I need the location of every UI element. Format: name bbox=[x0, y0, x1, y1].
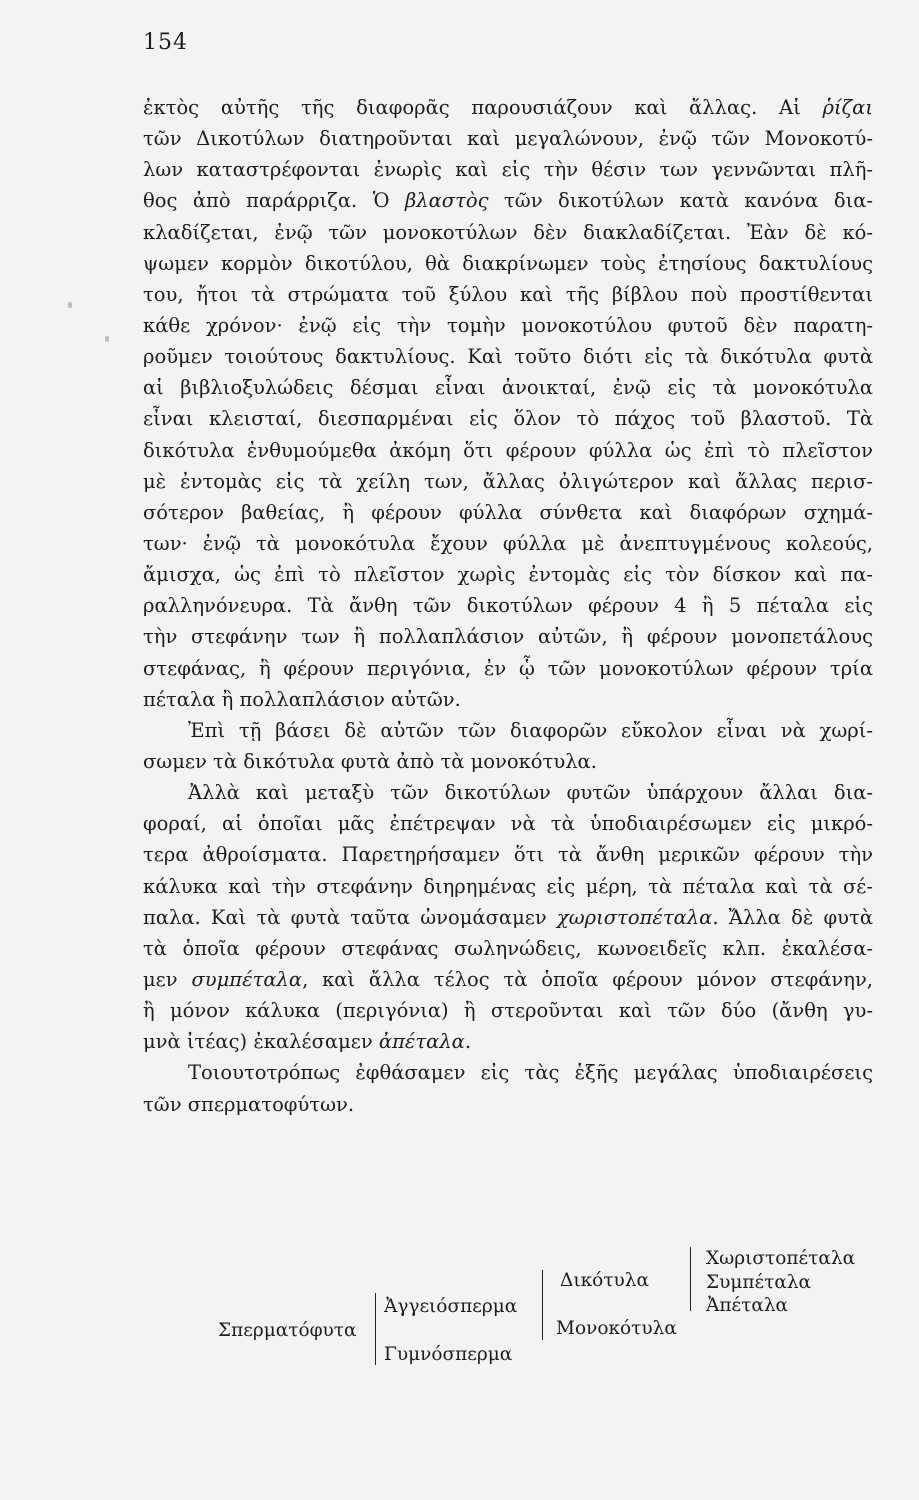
tree-label-monocotyledons: Μονοκότυλα bbox=[556, 1318, 677, 1339]
brace-level2 bbox=[542, 1270, 543, 1340]
text-line: εἶναι κλεισταί, διεσπαρμέναι εἰς ὅλον τὸ πάχος τοῦ βλαστοῦ. Τὰ bbox=[143, 407, 873, 431]
text-line: ραλληνόνευρα. Τὰ ἄνθη τῶν δικοτύλων φέρουν 4 ἢ 5 πέταλα εἰς bbox=[143, 594, 873, 618]
text-line: κάλυκα καὶ τὴν στεφάνην διηρημένας εἰς μέρη, τὰ πέταλα καὶ τὰ σέ- bbox=[143, 874, 873, 898]
paper-speck bbox=[105, 336, 109, 342]
text-line: Τοιουτοτρόπως ἐφθάσαμεν εἰς τὰς ἑξῆς μεγάλας ὑποδιαιρέσεις bbox=[188, 1061, 873, 1085]
text-line: του, ἤτοι τὰ στρώματα τοῦ ξύλου καὶ τῆς βίβλου ποὺ προστίθενται bbox=[143, 282, 873, 306]
text-line: αἱ βιβλιοξυλώδεις δέσμαι εἶναι ἀνοικταί, ἐνῷ εἰς τὰ μονοκότυλα bbox=[143, 376, 873, 400]
tree-label-angiosperms: Ἀγγειόσπερμα bbox=[384, 1296, 518, 1317]
tree-label-gymnosperms: Γυμνόσπερμα bbox=[384, 1344, 513, 1365]
text-line: σωμεν τὰ δικότυλα φυτὰ ἀπὸ τὰ μονοκότυλα. bbox=[143, 749, 597, 773]
text-line: τὴν στεφάνην των ἢ πολλαπλάσιον αὐτῶν, ἢ φέρουν μονοπετάλους bbox=[143, 625, 873, 649]
page-number: 154 bbox=[143, 30, 188, 55]
text-line: στεφάνας, ἢ φέρουν περιγόνια, ἐν ᾧ τῶν μονοκοτύλων φέρουν τρία bbox=[143, 656, 873, 680]
tree-label-sympetalae: Συμπέταλα bbox=[706, 1272, 812, 1293]
text-line: κλαδίζεται, ἐνῷ τῶν μονοκοτύλων δὲν διακλαδίζεται. Ἐὰν δὲ κό- bbox=[143, 220, 873, 244]
text-line: Ἀλλὰ καὶ μεταξὺ τῶν δικοτύλων φυτῶν ὑπάρχουν ἄλλαι δια- bbox=[188, 781, 873, 805]
text-line: ἢ μόνον κάλυκα (περιγόνια) ἢ στεροῦνται καὶ τῶν δύο (ἄνθη γυ- bbox=[143, 999, 873, 1023]
text-line: των· ἐνῷ τὰ μονοκότυλα ἔχουν φύλλα μὲ ἀνεπτυγμένους κολεούς, bbox=[143, 531, 873, 555]
tree-root-label: Σπερματόφυτα bbox=[218, 1320, 357, 1341]
text-line: ψωμεν κορμὸν δικοτύλου, θὰ διακρίνωμεν τοὺς ἐτησίους δακτυλίους bbox=[143, 251, 873, 275]
text-line: ἐκτὸς αὐτῆς τῆς διαφορᾶς παρουσιάζουν καὶ ἄλλας. Αἱ ῥίζαι bbox=[143, 96, 873, 119]
text-line: τῶν Δικοτύλων διατηροῦνται καὶ μεγαλώνουν, ἐνῷ τῶν Μονοκοτύ- bbox=[143, 127, 873, 151]
brace-level1 bbox=[375, 1293, 376, 1365]
text-line: τὰ ὁποῖα φέρουν στεφάνας σωληνώδεις, κωνοειδεῖς κλπ. ἐκαλέσα- bbox=[143, 936, 873, 960]
text-line: μεν συμπέταλα, καὶ ἄλλα τέλος τὰ ὁποῖα φέρουν μόνον στεφάνην, bbox=[143, 967, 873, 991]
text-line: κάθε χρόνον· ἐνῷ εἰς τὴν τομὴν μονοκοτύλου φυτοῦ δὲν παρατη- bbox=[143, 313, 873, 337]
text-line: πέταλα ἢ πολλαπλάσιον αὐτῶν. bbox=[143, 687, 461, 711]
tree-label-dicotyledons: Δικότυλα bbox=[560, 1270, 650, 1291]
text-line: τῶν σπερματοφύτων. bbox=[143, 1092, 355, 1116]
text-line: φοραί, αἱ ὁποῖαι μᾶς ἐπέτρεψαν νὰ τὰ ὑποδιαιρέσωμεν εἰς μικρό- bbox=[143, 812, 873, 836]
text-line: λων καταστρέφονται ἐνωρὶς καὶ εἰς τὴν θέσιν των γεννῶνται πλῆ- bbox=[143, 158, 873, 182]
tree-label-apetalae: Ἀπέταλα bbox=[706, 1295, 789, 1316]
text-line: παλα. Καὶ τὰ φυτὰ ταῦτα ὠνομάσαμεν χωριστοπέταλα. Ἄλλα δὲ φυτὰ bbox=[143, 905, 873, 929]
text-line: δικότυλα ἐνθυμούμεθα ἀκόμη ὅτι φέρουν φύλλα ὡς ἐπὶ τὸ πλεῖστον bbox=[143, 438, 873, 462]
text-line: Ἐπὶ τῇ βάσει δὲ αὐτῶν τῶν διαφορῶν εὔκολον εἶναι νὰ χωρί- bbox=[188, 718, 873, 742]
text-line: τερα ἀθροίσματα. Παρετηρήσαμεν ὅτι τὰ ἄνθη μερικῶν φέρουν τὴν bbox=[143, 843, 873, 867]
paper-speck bbox=[68, 302, 72, 308]
text-line: μνὰ ἰτέας) ἐκαλέσαμεν ἀπέταλα. bbox=[143, 1030, 472, 1054]
brace-level3 bbox=[690, 1247, 691, 1311]
text-line: σότερον βαθείας, ἢ φέρουν φύλλα σύνθετα καὶ διαφόρων σχημά- bbox=[143, 500, 873, 524]
tree-label-choripetalae: Χωριστοπέταλα bbox=[706, 1248, 856, 1269]
text-line: θος ἀπὸ παράρριζα. Ὁ βλαστὸς τῶν δικοτύλων κατὰ κανόνα δια- bbox=[143, 189, 873, 213]
text-line: ροῦμεν τοιούτους δακτυλίους. Καὶ τοῦτο διότι εἰς τὰ δικότυλα φυτὰ bbox=[143, 345, 873, 369]
text-line: ἄμισχα, ὡς ἐπὶ τὸ πλεῖστον χωρὶς ἐντομὰς εἰς τὸν δίσκον καὶ πα- bbox=[143, 563, 873, 587]
text-line: μὲ ἐντομὰς εἰς τὰ χείλη των, ἄλλας ὀλιγώτερον καὶ ἄλλας περισ- bbox=[143, 469, 873, 493]
